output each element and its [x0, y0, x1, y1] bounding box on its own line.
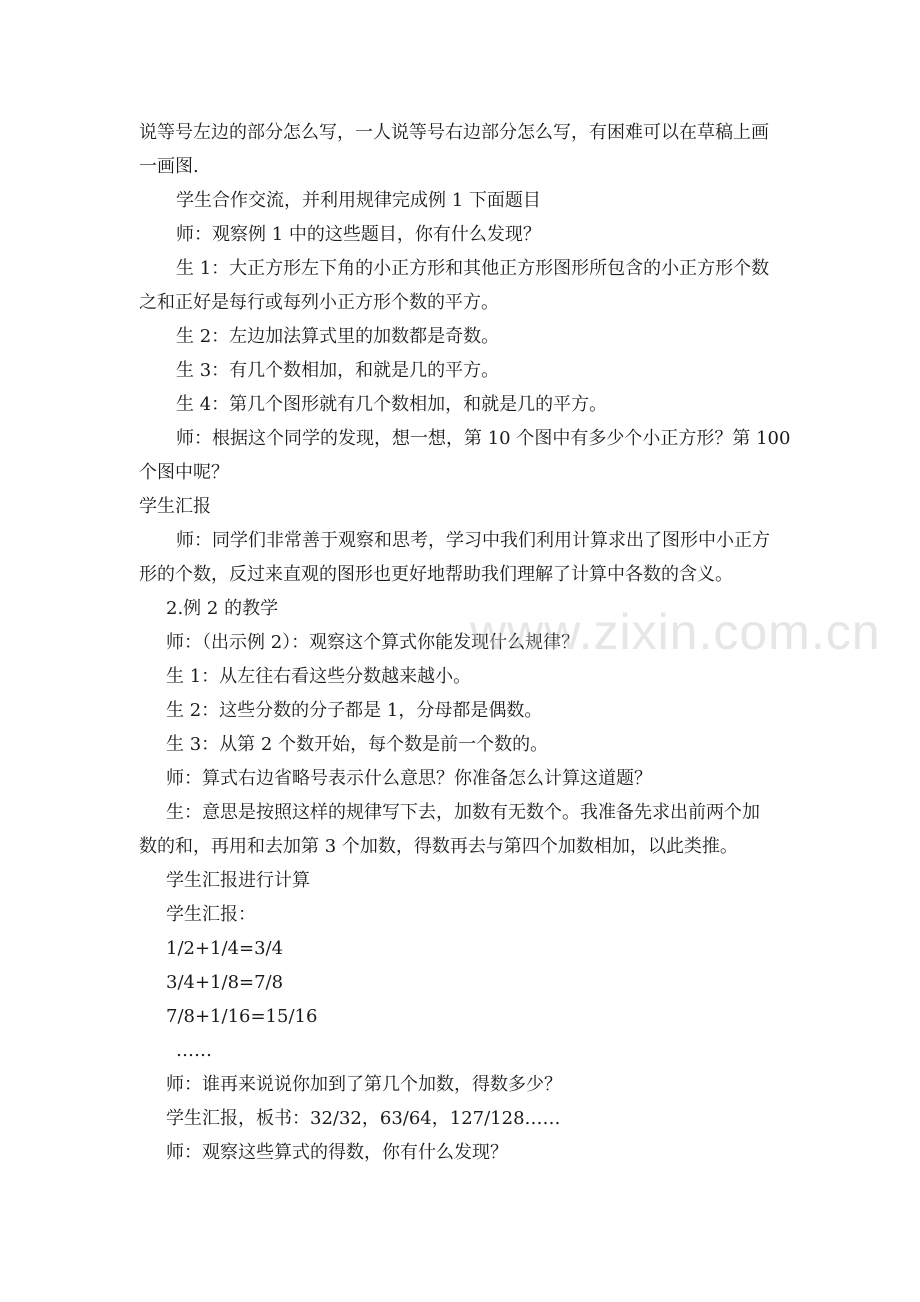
- math-line: 7/8+1/16=15/16: [166, 1006, 318, 1027]
- text-line: 生 3：从第 2 个数开始，每个数是前一个数的。: [166, 734, 549, 755]
- text-line: 个图中呢？: [139, 462, 229, 483]
- text-line: 师：算式右边省略号表示什么意思？你准备怎么计算这道题？: [166, 768, 652, 789]
- text-line: 生 1：大正方形左下角的小正方形和其他正方形图形所包含的小正方形个数: [176, 258, 770, 279]
- text-line: 师：根据这个同学的发现，想一想，第 10 个图中有多少个小正方形？第 100: [176, 428, 791, 449]
- math-line: 1/2+1/4=3/4: [166, 938, 284, 959]
- text-line: 学生汇报，板书：32/32，63/64，127/128……: [166, 1108, 561, 1129]
- text-line: 形的个数，反过来直观的图形也更好地帮助我们理解了计算中各数的含义。: [139, 564, 733, 585]
- text-line: 师：观察例 1 中的这些题目，你有什么发现？: [176, 224, 541, 245]
- text-line: 生 1：从左往右看这些分数越来越小。: [166, 666, 472, 687]
- text-line: 生 2：这些分数的分子都是 1，分母都是偶数。: [166, 700, 543, 721]
- text-line: 学生汇报：: [166, 904, 256, 925]
- section-heading: 2.例 2 的教学: [166, 598, 279, 619]
- watermark: www.zixin.com.cn: [470, 604, 881, 660]
- text-line: 师：（出示例 2）：观察这个算式你能发现什么规律？: [166, 632, 580, 653]
- text-line: 生 2：左边加法算式里的加数都是奇数。: [176, 326, 500, 347]
- text-line: 一画图.: [139, 156, 199, 177]
- text-line: 学生汇报进行计算: [166, 870, 310, 891]
- section-heading: 学生汇报: [139, 496, 211, 517]
- text-line: 说等号左边的部分怎么写，一人说等号右边部分怎么写，有困难可以在草稿上画: [139, 122, 769, 143]
- text-line: 生 4：第几个图形就有几个数相加，和就是几的平方。: [176, 394, 608, 415]
- text-line: 师：同学们非常善于观察和思考，学习中我们利用计算求出了图形中小正方: [176, 530, 770, 551]
- text-line: 师：谁再来说说你加到了第几个加数，得数多少？: [166, 1074, 562, 1095]
- text-line: 师：观察这些算式的得数，你有什么发现？: [166, 1142, 508, 1163]
- text-line: 生：意思是按照这样的规律写下去，加数有无数个。我准备先求出前两个加: [166, 802, 760, 823]
- text-line: 数的和，再用和去加第 3 个加数，得数再去与第四个加数相加，以此类推。: [139, 836, 738, 857]
- ellipsis-line: ……: [176, 1040, 212, 1061]
- text-line: 生 3：有几个数相加，和就是几的平方。: [176, 360, 500, 381]
- text-line: 之和正好是每行或每列小正方形个数的平方。: [139, 292, 499, 313]
- math-line: 3/4+1/8=7/8: [166, 972, 284, 993]
- text-line: 学生合作交流，并利用规律完成例 1 下面题目: [176, 190, 541, 211]
